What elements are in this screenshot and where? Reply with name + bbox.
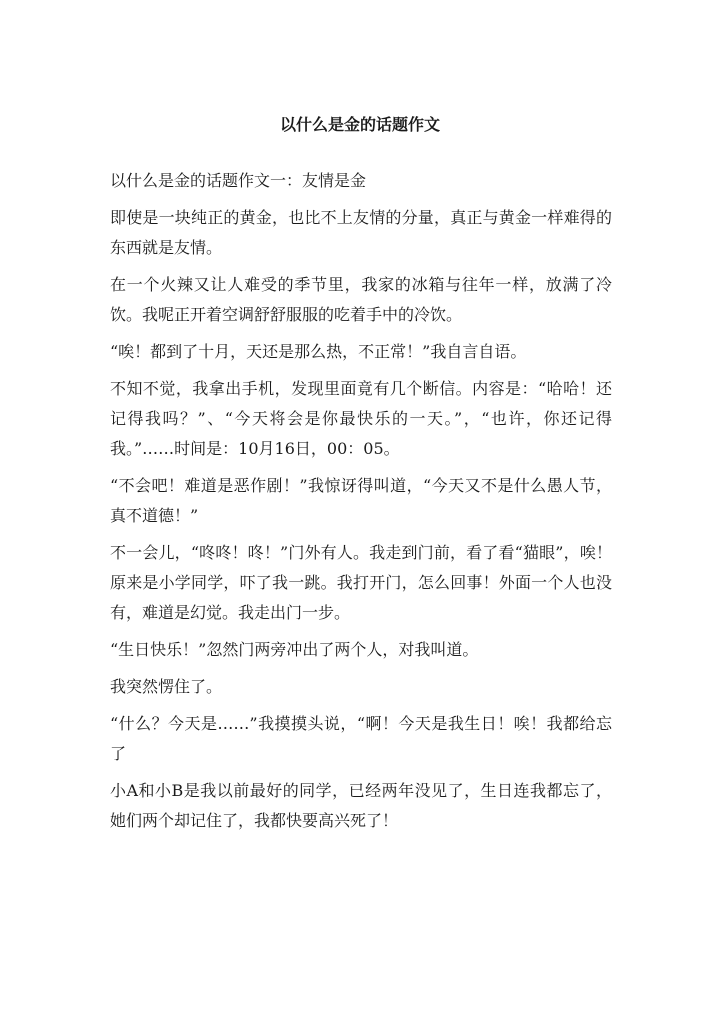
paragraph: 我突然愣住了。 (110, 677, 223, 696)
document-title: 以什么是金的话题作文 (279, 115, 440, 134)
paragraph: “不会吧！难道是恶作剧！”我惊讶得叫道，“今天又不是什么愚人节，真不道德！” (110, 476, 612, 525)
paragraph: 在一个火辣又让人难受的季节里，我家的冰箱与往年一样，放满了冷饮。我呢正开着空调舒舒服服的吃着手中的冷饮。 (110, 275, 612, 324)
paragraph: 不一会儿，“咚咚！咚！”门外有人。我走到门前，看了看“猫眼”，唉！原来是小学同学，吓了我一跳。我打开门，怎么回事！外面一个人也没有，难道是幻觉。我走出门一步。 (110, 543, 612, 622)
paragraph: “唉！都到了十月，天还是那么热，不正常！”我自言自语。 (110, 342, 527, 361)
paragraph: 以什么是金的话题作文一：友情是金 (110, 171, 367, 190)
paragraph: 不知不觉，我拿出手机，发现里面竟有几个断信。内容是：“哈哈！还记得我吗？”、“今天将会是你最快乐的一天。”，“也许，你还记得我。”……时间是：10月16日，00：05。 (110, 379, 612, 458)
paragraph: 小A和小B是我以前最好的同学，已经两年没见了，生日连我都忘了，她们两个却记住了，我都快要高兴死了！ (110, 781, 612, 830)
paragraph: “什么？今天是……”我摸摸头说，“啊！今天是我生日！唉！我都给忘了 (110, 714, 612, 763)
paragraph: “生日快乐！”忽然门两旁冲出了两个人，对我叫道。 (110, 640, 479, 659)
document-body (110, 166, 612, 843)
paragraph: 即使是一块纯正的黄金，也比不上友情的分量，真正与黄金一样难得的东西就是友情。 (110, 208, 612, 257)
